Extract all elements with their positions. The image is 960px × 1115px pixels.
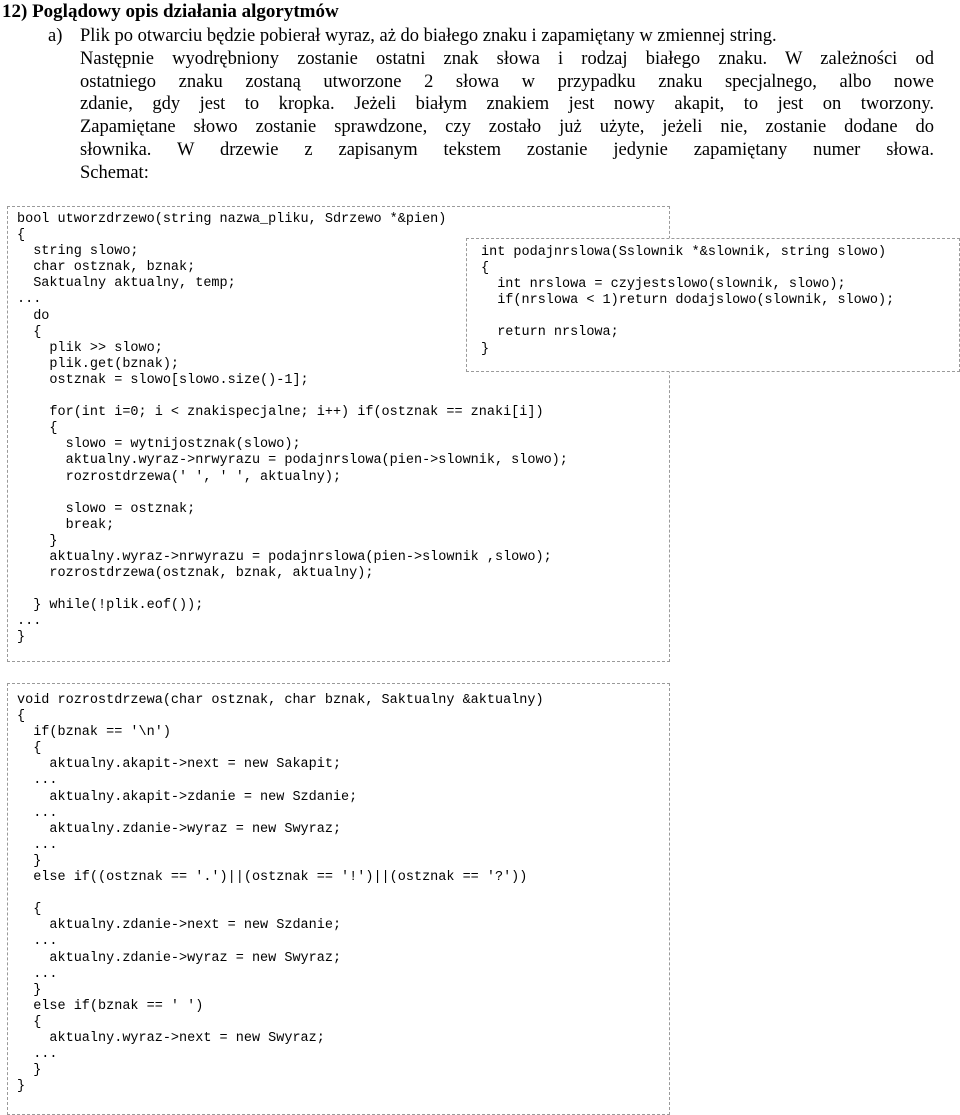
code-block-podajnrslowa: [466, 238, 960, 372]
description-line: Następnie wyodrębniony zostanie ostatni znak słowa i rodzaj białego znaku. W zależności od: [80, 48, 934, 69]
description-line: Schemat:: [80, 162, 149, 183]
code-text-rozrostdrzewa: void rozrostdrzewa(char ostznak, char bznak, Saktualny &aktualny) { if(bznak == '\n') { aktualny.akapit->next = new Sakapit; ... aktualny.akapit->zdanie = new Szdanie; ... aktualny.zdanie->wyraz = new Swyraz; ... } else if((ostznak == '.')||(ostznak == '!')||(ostznak == '?')) { aktualny.zdanie->next = new Szdanie; ... aktualny.zdanie->wyraz = new Swyraz; ... } else if(bznak == ' ') { aktualny.wyraz->next = new Swyraz; ... } }: [17, 693, 544, 1095]
description-line: zdanie, gdy jest to kropka. Jeżeli białym znakiem jest nowy akapit, to jest on tworzony.: [80, 94, 934, 115]
description-paragraph: [48, 25, 934, 185]
code-text-utworzdrzewo: bool utworzdrzewo(string nazwa_pliku, Sdrzewo *&pien) { string slowo; char ostznak, bznak; Saktualny aktualny, temp; ... do { plik >> slowo; plik.get(bznak); ostznak = slowo[slowo.size()-1]; for(int i=0; i < znakispecjalne; i++) if(ostznak == znaki[i]) { slowo = wytnijostznak(slowo); aktualny.wyraz->nrwyrazu = podajnrslowa(pien->slownik, slowo); rozrostdrzewa(' ', ' ', aktualny); slowo = ostznak; break; } aktualny.wyraz->nrwyrazu = podajnrslowa(pien->slownik ,slowo); rozrostdrzewa(ostznak, bznak, aktualny); } while(!plik.eof()); ... }: [17, 212, 568, 646]
code-text-podajnrslowa: int podajnrslowa(Sslownik *&slownik, string slowo) { int nrslowa = czyjestslowo(slownik, slowo); if(nrslowa < 1)return dodajslowo(slownik, slowo); return nrslowa; }: [481, 245, 895, 357]
list-marker: a): [48, 26, 63, 46]
code-block-rozrostdrzewa: [7, 683, 670, 1115]
description-line: słownika. W drzewie z zapisanym tekstem zostanie jedynie zapamiętany numer słowa.: [80, 139, 934, 160]
description-line: Plik po otwarciu będzie pobierał wyraz, aż do białego znaku i zapamiętany w zmiennej string.: [80, 26, 777, 46]
description-line: ostatniego znaku zostaną utworzone 2 słowa w przypadku znaku specjalnego, albo nowe: [80, 71, 934, 92]
description-line: Zapamiętane słowo zostanie sprawdzone, czy zostało już użyte, jeżeli nie, zostanie dodane do: [80, 117, 934, 138]
section-heading: 12) Poglądowy opis działania algorytmów: [2, 1, 339, 22]
